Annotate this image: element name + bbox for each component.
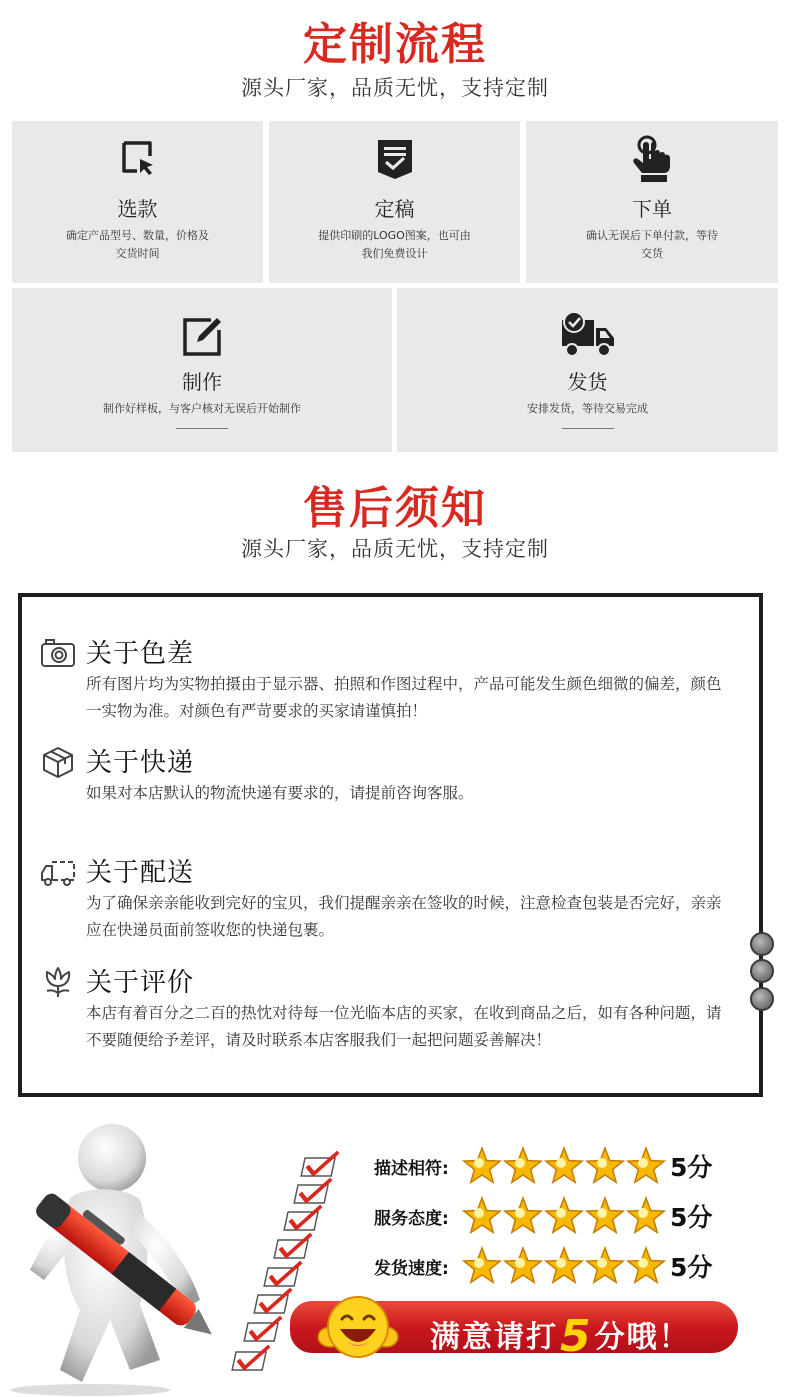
camera-icon <box>40 637 76 669</box>
edit-icon <box>181 316 223 358</box>
step-card-select <box>12 121 263 283</box>
aftersale-title: 售后须知 <box>303 483 487 534</box>
rating-label: 描述相符: <box>374 1159 449 1179</box>
step-name: 选款 <box>117 197 158 221</box>
star-rating <box>462 1146 667 1190</box>
binder-ring <box>750 932 774 956</box>
step-name: 定稿 <box>374 197 415 221</box>
step-desc: 制作好样板，与客户核对无误后开始制作 <box>103 402 301 415</box>
star-icon <box>628 1148 664 1182</box>
notice-item-title: 关于色差 <box>86 639 195 669</box>
rating-label: 服务态度: <box>374 1209 449 1229</box>
star-rating <box>462 1196 667 1240</box>
star-icon <box>628 1248 664 1282</box>
star-icon <box>505 1148 541 1182</box>
step-desc: 提供印刷的LOGO图案，也可由我们免费设计 <box>318 229 471 260</box>
step-desc: 确认无误后下单付款，等待交货 <box>586 229 718 260</box>
banner-text-before: 满意请打 <box>430 1320 558 1355</box>
flower-icon <box>40 966 76 998</box>
notice-item-text: 本店有着百分之二百的热忱对待每一位光临本店的买家，在收到商品之后，如有各种问题，请不要随便给予差评，请及时联系本店客服我们一起把问题妥善解决！ <box>86 1004 722 1049</box>
star-icon <box>546 1198 582 1232</box>
notice-item-title: 关于评价 <box>86 968 195 998</box>
rating-row-service <box>374 1196 734 1236</box>
notice-item-text: 所有图片均为实物拍摄由于显示器、拍照和作图过程中，产品可能发生颜色细微的偏差，颜色一实物为准。对颜色有严苛要求的买家请谨慎拍！ <box>86 675 722 720</box>
rating-row-description <box>374 1146 734 1186</box>
step-name: 下单 <box>632 197 672 221</box>
step-card-finalize <box>269 121 520 283</box>
banner-text <box>430 1307 691 1362</box>
package-box-icon <box>40 746 76 778</box>
process-subtitle: 源头厂家，品质无忧，支持定制 <box>241 76 549 100</box>
aftersale-subtitle: 源头厂家，品质无忧，支持定制 <box>241 537 549 561</box>
rating-score: 5分 <box>670 1153 713 1182</box>
star-icon <box>587 1248 623 1282</box>
star-icon <box>505 1198 541 1232</box>
stars-group <box>462 1196 667 1236</box>
stars-group <box>462 1146 667 1186</box>
step-card-order <box>526 121 778 283</box>
banner-text-after: 分哦！ <box>594 1320 691 1355</box>
aftersale-notice-panel <box>18 593 763 1097</box>
figure-with-pen-illustration <box>0 1120 360 1397</box>
step-card-produce <box>12 288 392 452</box>
banner-number: 5 <box>560 1311 593 1362</box>
binder-ring <box>750 987 774 1011</box>
star-icon <box>628 1198 664 1232</box>
notice-item-text: 如果对本店默认的物流快递有要求的，请提前咨询客服。 <box>86 784 474 802</box>
hand-tap-icon <box>630 135 674 183</box>
rating-score: 5分 <box>670 1203 713 1232</box>
rating-row-shipping <box>374 1246 734 1286</box>
laughing-emoji-icon <box>316 1293 400 1363</box>
delivery-truck-icon <box>560 312 616 358</box>
divider <box>176 428 228 429</box>
stars-group <box>462 1246 667 1286</box>
star-icon <box>464 1248 500 1282</box>
star-icon <box>505 1248 541 1282</box>
binder-ring <box>750 959 774 983</box>
rate-five-banner <box>290 1301 738 1362</box>
step-desc: 确定产品型号、数量，价格及交货时间 <box>66 229 209 260</box>
step-name: 发货 <box>567 370 608 394</box>
star-icon <box>464 1148 500 1182</box>
divider <box>562 428 614 429</box>
star-rating <box>462 1246 667 1290</box>
truck-outline-icon <box>40 856 76 888</box>
step-card-ship <box>397 288 778 452</box>
star-icon <box>546 1148 582 1182</box>
document-check-icon <box>376 138 414 180</box>
rating-score: 5分 <box>670 1253 713 1282</box>
rating-label: 发货速度: <box>374 1259 449 1279</box>
notice-item-title: 关于快递 <box>86 748 195 778</box>
process-title: 定制流程 <box>303 19 487 70</box>
step-name: 制作 <box>182 370 222 394</box>
step-desc: 安排发货，等待交易完成 <box>527 402 648 415</box>
notice-item-text: 为了确保亲亲能收到完好的宝贝，我们提醒亲亲在签收的时候，注意检查包装是否完好，亲亲应在快递员面前签收您的快递包裹。 <box>86 894 722 939</box>
star-icon <box>587 1198 623 1232</box>
star-icon <box>587 1148 623 1182</box>
star-icon <box>546 1248 582 1282</box>
notice-item-title: 关于配送 <box>86 858 195 888</box>
star-icon <box>464 1198 500 1232</box>
cursor-select-icon <box>120 139 156 177</box>
